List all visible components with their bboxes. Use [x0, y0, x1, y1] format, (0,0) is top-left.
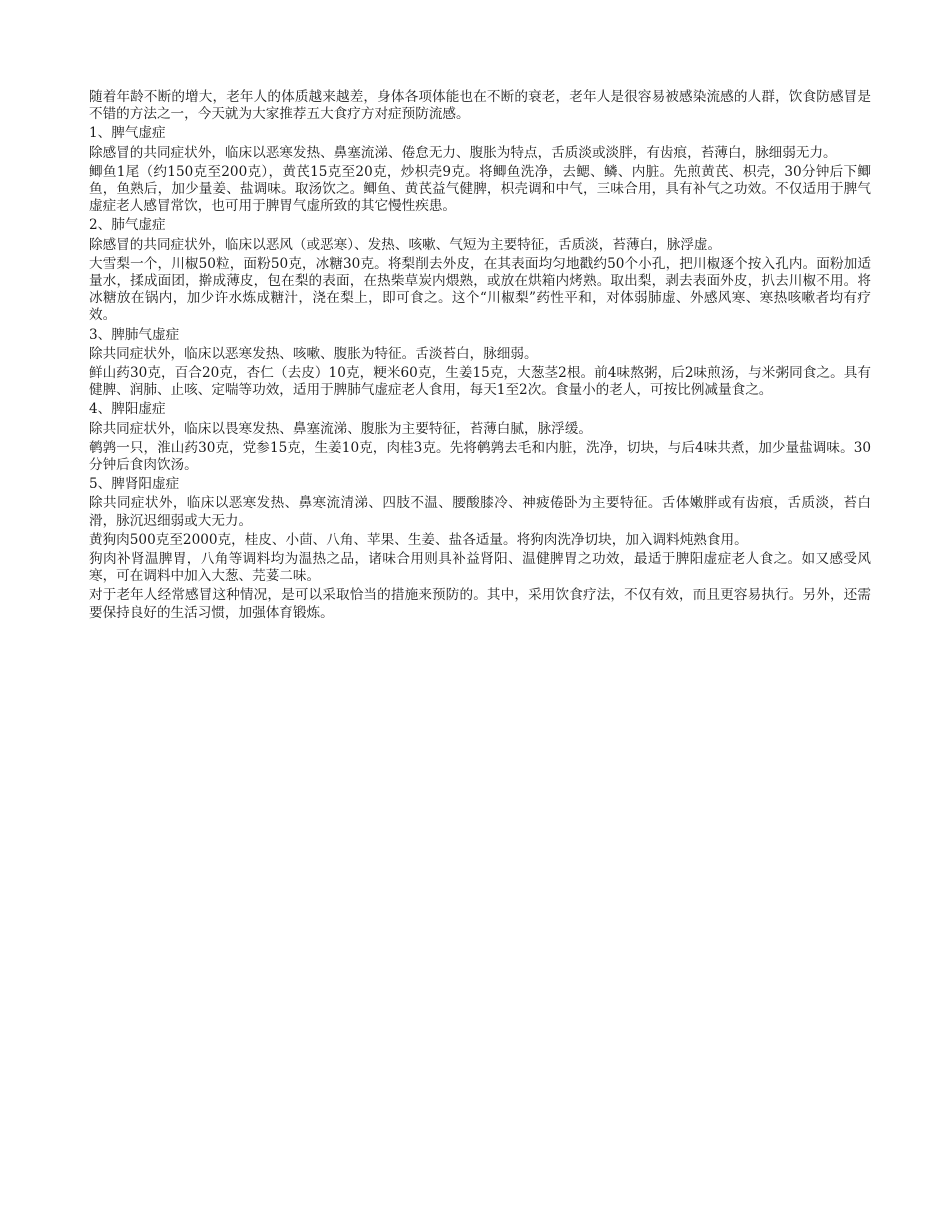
section-symptoms-paragraph: 除感冒的共同症状外，临床以恶寒发热、鼻塞流涕、倦怠无力、腹胀为特点，舌质淡或淡胖，有齿痕，苔薄白，脉细弱无力。 — [89, 144, 837, 161]
section-heading-spleen-kidney-yang: 5、脾肾阳虚症 — [89, 476, 180, 493]
section-heading-spleen-yang: 4、脾阳虚症 — [89, 401, 166, 418]
section-symptoms-paragraph: 除共同症状外，临床以恶寒发热、咳嗽、腹胀为特征。舌淡苔白，脉细弱。 — [89, 345, 538, 362]
section-recipe-paragraph: 鹌鹑一只，淮山药30克，党参15克，生姜10克，肉桂3克。先将鹌鹑去毛和内脏，洗净，切块，与后4味共煮，加少量盐调味。30分钟后食肉饮汤。 — [89, 439, 871, 474]
intro-paragraph: 随着年龄不断的增大，老年人的体质越来越差，身体各项体能也在不断的衰老，老年人是很容易被感染流感的人群，饮食防感冒是不错的方法之一，今天就为大家推荐五大食疗方对症预防流感。 — [89, 89, 871, 123]
section-heading-spleen-qi: 1、脾气虚症 — [89, 125, 166, 142]
section-symptoms-paragraph: 除共同症状外，临床以畏寒发热、鼻塞流涕、腹胀为主要特征，苔薄白腻，脉浮缓。 — [89, 420, 592, 437]
section-recipe-paragraph: 鲜山药30克，百合20克，杏仁（去皮）10克，粳米60克，生姜15克，大葱茎2根。前4味熬粥，后2味煎汤，与米粥同食之。具有健脾、润肺、止咳、定喘等功效，适用于脾肺气虚症老人食用，每天1至2次。食量小的老人，可按比例减量食之。 — [89, 365, 871, 399]
section-symptoms-paragraph: 除感冒的共同症状外，临床以恶风（或恶寒）、发热、咳嗽、气短为主要特征，舌质淡，苔薄白，脉浮虚。 — [89, 236, 722, 253]
section-heading-lung-qi: 2、肺气虚症 — [89, 217, 166, 234]
section-recipe-paragraph: 黄狗肉500克至2000克，桂皮、小茴、八角、苹果、生姜、盐各适量。将狗肉洗净切块，加入调料炖熟食用。 — [89, 531, 748, 548]
section-explanation-paragraph: 狗肉补肾温脾胃，八角等调料均为温热之品，诸味合用则具补益肾阳、温健脾胃之功效，最适于脾阳虚症老人食之。如又感受风寒，可在调料中加入大葱、芫荽二味。 — [89, 551, 871, 585]
conclusion-paragraph: 对于老年人经常感冒这种情况，是可以采取恰当的措施来预防的。其中，采用饮食疗法，不仅有效，而且更容易执行。另外，还需要保持良好的生活习惯，加强体育锻炼。 — [89, 587, 871, 621]
section-recipe-paragraph: 鲫鱼1尾（约150克至200克），黄芪15克至20克，炒枳壳9克。将鲫鱼洗净，去鳃、鳞、内脏。先煎黄芪、枳壳，30分钟后下鲫鱼，鱼熟后，加少量姜、盐调味。取汤饮之。鲫鱼、黄芪益气健脾，枳壳调和中气，三味合用，具有补气之功效。不仅适用于脾气虚症老人感冒常饮，也可用于脾胃气虚所致的其它慢性疾患。 — [89, 163, 871, 215]
section-recipe-paragraph: 大雪梨一个，川椒50粒，面粉50克，冰糖30克。将梨削去外皮，在其表面均匀地戳约50个小孔，把川椒逐个按入孔内。面粉加适量水，揉成面团，擀成薄皮，包在梨的表面，在热柴草炭内煨熟，或放在烘箱内烤熟。取出梨，剥去表面外皮，扒去川椒不用。将冰糖放在锅内，加少许水炼成糖汁，浇在梨上，即可食之。这个“川椒梨”药性平和，对体弱肺虚、外感风寒、寒热咳嗽者均有疗效。 — [89, 255, 871, 324]
section-heading-spleen-lung-qi: 3、脾肺气虚症 — [89, 326, 180, 343]
document-body — [89, 89, 871, 624]
section-symptoms-paragraph: 除共同症状外，临床以恶寒发热、鼻寒流清涕、四肢不温、腰酸膝冷、神疲倦卧为主要特征。舌体嫩胖或有齿痕，舌质淡，苔白滑，脉沉迟细弱或大无力。 — [89, 495, 871, 529]
